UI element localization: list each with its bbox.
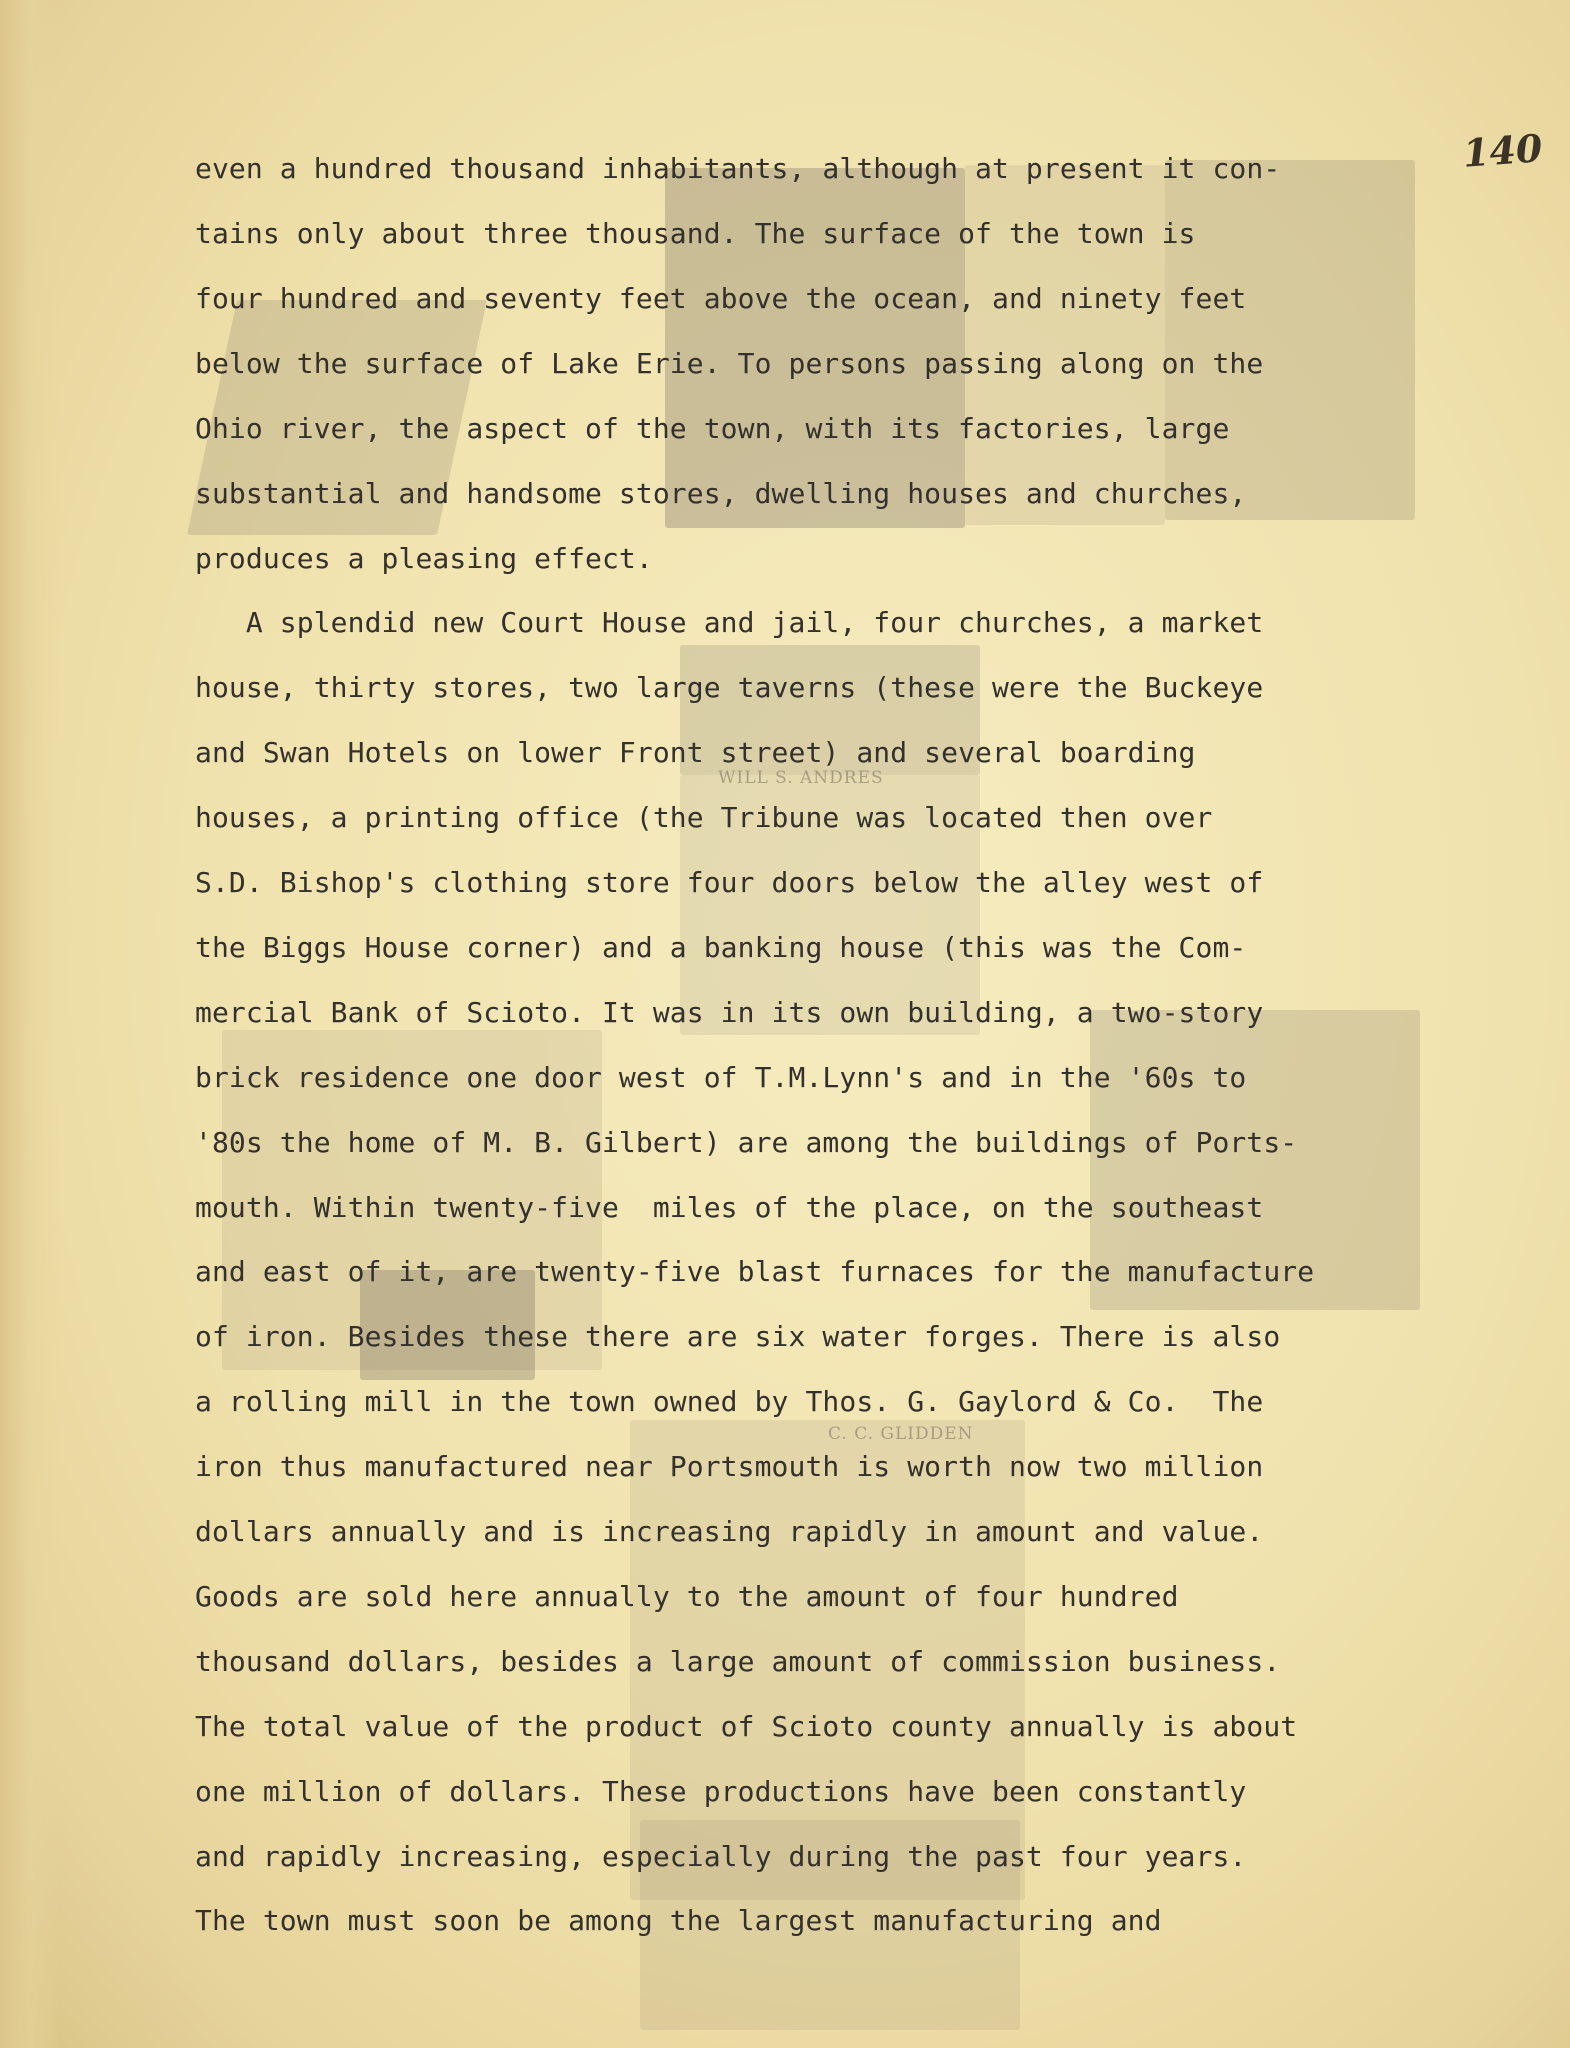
text-line: one million of dollars. These productions have been constantly	[195, 1775, 1247, 1808]
text-line: Ohio river, the aspect of the town, with its factories, large	[195, 412, 1230, 445]
text-line: the Biggs House corner) and a banking house (this was the Com-	[195, 931, 1247, 964]
text-line: The total value of the product of Scioto county annually is about	[195, 1710, 1298, 1743]
text-line: mercial Bank of Scioto. It was in its own building, a two-story	[195, 996, 1264, 1029]
text-line: houses, a printing office (the Tribune was located then over	[195, 801, 1213, 834]
text-line: A splendid new Court House and jail, four churches, a market	[195, 606, 1264, 639]
page-edge-shading	[0, 0, 60, 2048]
text-line: dollars annually and is increasing rapidly in amount and value.	[195, 1515, 1264, 1548]
text-line: iron thus manufactured near Portsmouth is worth now two million	[195, 1450, 1264, 1483]
text-line: produces a pleasing effect.	[195, 542, 653, 575]
ghost-caption: C. C. GLIDDEN	[828, 1424, 974, 1444]
text-line: below the surface of Lake Erie. To persons passing along on the	[195, 347, 1264, 380]
text-line: and east of it, are twenty-five blast furnaces for the manufacture	[195, 1255, 1315, 1288]
text-line: S.D. Bishop's clothing store four doors below the alley west of	[195, 866, 1264, 899]
ghost-caption: WILL S. ANDRES	[718, 768, 884, 788]
text-line: of iron. Besides these there are six water forges. There is also	[195, 1320, 1281, 1353]
text-line: even a hundred thousand inhabitants, although at present it con-	[195, 152, 1281, 185]
text-line: '80s the home of M. B. Gilbert) are among the buildings of Ports-	[195, 1126, 1298, 1159]
text-line: Goods are sold here annually to the amount of four hundred	[195, 1580, 1179, 1613]
page-number: 140	[1461, 125, 1544, 176]
text-line: house, thirty stores, two large taverns (these were the Buckeye	[195, 671, 1264, 704]
text-line: four hundred and seventy feet above the ocean, and ninety feet	[195, 282, 1247, 315]
text-line: substantial and handsome stores, dwelling houses and churches,	[195, 477, 1247, 510]
text-line: tains only about three thousand. The surface of the town is	[195, 217, 1196, 250]
text-line: a rolling mill in the town owned by Thos. G. Gaylord & Co. The	[195, 1385, 1264, 1418]
text-line: brick residence one door west of T.M.Lynn's and in the '60s to	[195, 1061, 1247, 1094]
text-line: The town must soon be among the largest manufacturing and	[195, 1904, 1162, 1937]
text-line: mouth. Within twenty-five miles of the place, on the southeast	[195, 1191, 1264, 1224]
bleed-through-stain	[1165, 160, 1415, 520]
text-line: and rapidly increasing, especially during the past four years.	[195, 1840, 1247, 1873]
text-line: and Swan Hotels on lower Front street) and several boarding	[195, 736, 1196, 769]
text-line: thousand dollars, besides a large amount of commission business.	[195, 1645, 1281, 1678]
